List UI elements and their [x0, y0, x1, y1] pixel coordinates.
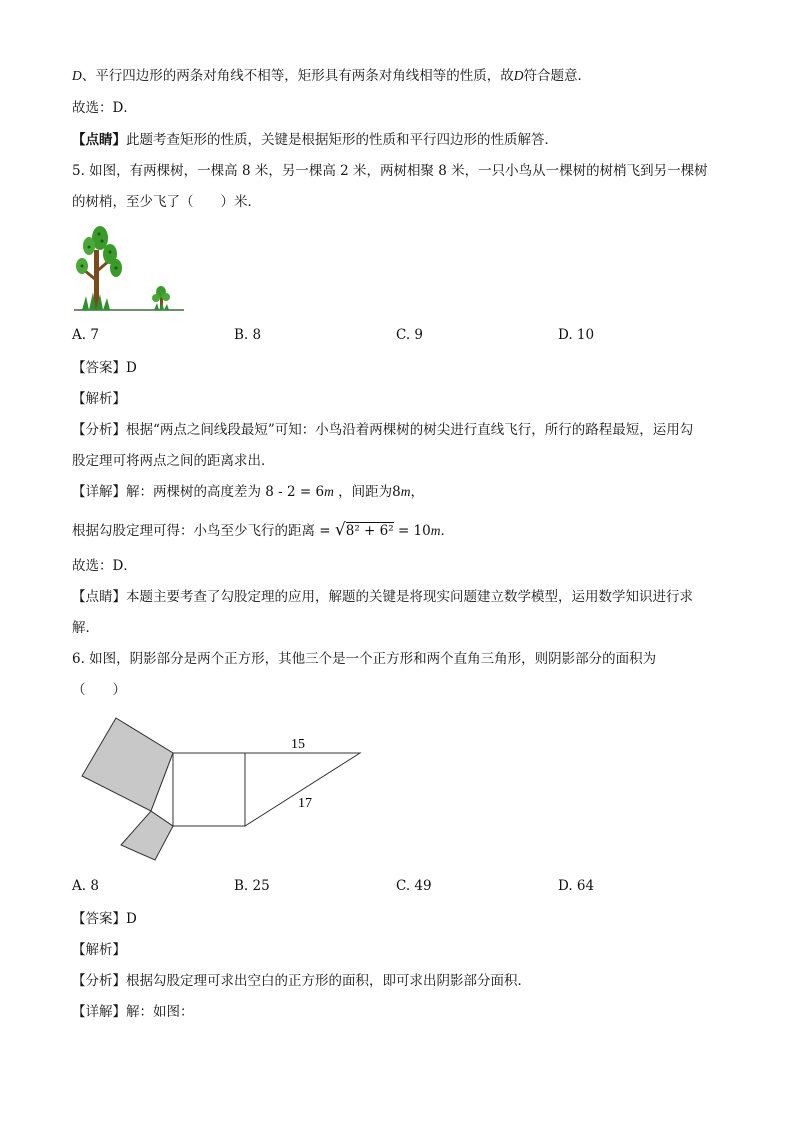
right-triangle-large — [245, 753, 360, 826]
question-5-stem: 的树梢，至少飞了（ ）米． — [72, 194, 261, 210]
section-tag: 【分析】 — [72, 422, 126, 438]
section-tag: 【点睛】 — [72, 589, 126, 605]
var-d: D — [513, 68, 524, 83]
section-tag: 【详解】 — [72, 484, 126, 500]
label-17: 17 — [298, 796, 312, 811]
text-segment: 此题考查矩形的性质，关键是根据矩形的性质和平行四边形的性质解答． — [126, 132, 558, 148]
text-segment: ，间距为 — [338, 484, 393, 500]
squares-triangles-figure — [78, 714, 368, 864]
text-segment: 本题主要考查了勾股定理的应用，解题的关键是将现实问题建立数学模型，运用数学知识进行求 — [126, 589, 693, 605]
text-segment: 解：如图： — [126, 1004, 194, 1020]
question-5-stem: 5. 如图，有两棵树，一棵高 8 米，另一棵高 2 米，两树相聚 8 米，一只小鸟从一棵树的树梢飞到另一棵树 — [72, 163, 708, 179]
tall-tree — [76, 226, 122, 310]
text-segment: 符合题意． — [523, 68, 591, 84]
option-a: A. 7 — [72, 327, 99, 343]
text-segment: 解：两棵树的高度差为 — [126, 484, 261, 500]
option-c: C. 49 — [396, 878, 432, 894]
option-d: D. 64 — [558, 878, 595, 894]
math-expression: = 10 — [397, 523, 431, 539]
text-segment: 根据“两点之间线段最短”可知：小鸟沿着两棵树的树尖进行直线飞行，所行的路程最短，运用勾 — [126, 422, 694, 438]
option-c: C. 9 — [396, 327, 424, 343]
text-segment: 根据勾股定理可求出空白的正方形的面积，即可求出阴影部分面积． — [126, 973, 531, 989]
tree-figure — [72, 224, 192, 319]
math-radicand: 8² + 6² — [345, 523, 394, 539]
option-b: B. 25 — [234, 878, 270, 894]
conclusion-line: 故选：D． — [72, 558, 137, 574]
detail-line — [72, 482, 424, 502]
review-line — [72, 587, 693, 607]
math-expression: 8 — [392, 484, 401, 500]
option-b: B. 8 — [234, 327, 262, 343]
analysis-line: 股定理可将两点之间的距离求出． — [72, 453, 275, 469]
review-line: 解． — [72, 620, 99, 636]
question-6-stem: 6. 如图，阴影部分是两个正方形，其他三个是一个正方形和两个直角三角形，则阴影部分的面积为 — [72, 651, 657, 667]
text-segment: 根据勾股定理可得：小鸟至少飞行的距离 — [72, 523, 315, 539]
label-15: 15 — [291, 737, 305, 752]
answer-label: 【答案】D — [72, 911, 137, 927]
option-d: D. 10 — [558, 327, 595, 343]
math-symbol: = — [319, 523, 331, 539]
analysis-label: 【解析】 — [72, 942, 126, 958]
text-line — [72, 66, 591, 86]
text-segment: 、平行四边形的两条对角线不相等，矩形具有两条对角线相等的性质，故 — [81, 68, 514, 84]
detail-line — [72, 1002, 194, 1022]
section-tag: 【详解】 — [72, 1004, 126, 1020]
text-line — [72, 130, 558, 150]
analysis-line — [72, 420, 693, 440]
unit-m: m — [324, 484, 334, 499]
text-segment: ． — [440, 523, 454, 539]
sqrt-sign: √ — [334, 520, 346, 540]
section-tag: 【分析】 — [72, 973, 126, 989]
math-expression: 8 - 2 = 6 — [265, 484, 325, 500]
text-segment: ， — [410, 484, 424, 500]
question-6-stem: （ ） — [72, 682, 126, 698]
text-line: 故选：D． — [72, 100, 137, 116]
unit-m: m — [400, 484, 411, 499]
white-square — [173, 753, 245, 826]
pythagoras-line — [72, 520, 454, 541]
option-a: A. 8 — [72, 878, 99, 894]
var-d: D — [72, 68, 82, 83]
answer-label: 【答案】D — [72, 360, 137, 376]
section-tag: 【点睛】 — [72, 132, 126, 148]
analysis-label: 【解析】 — [72, 391, 126, 407]
analysis-line — [72, 971, 531, 991]
short-tree — [152, 286, 170, 310]
unit-m: m — [430, 523, 441, 538]
